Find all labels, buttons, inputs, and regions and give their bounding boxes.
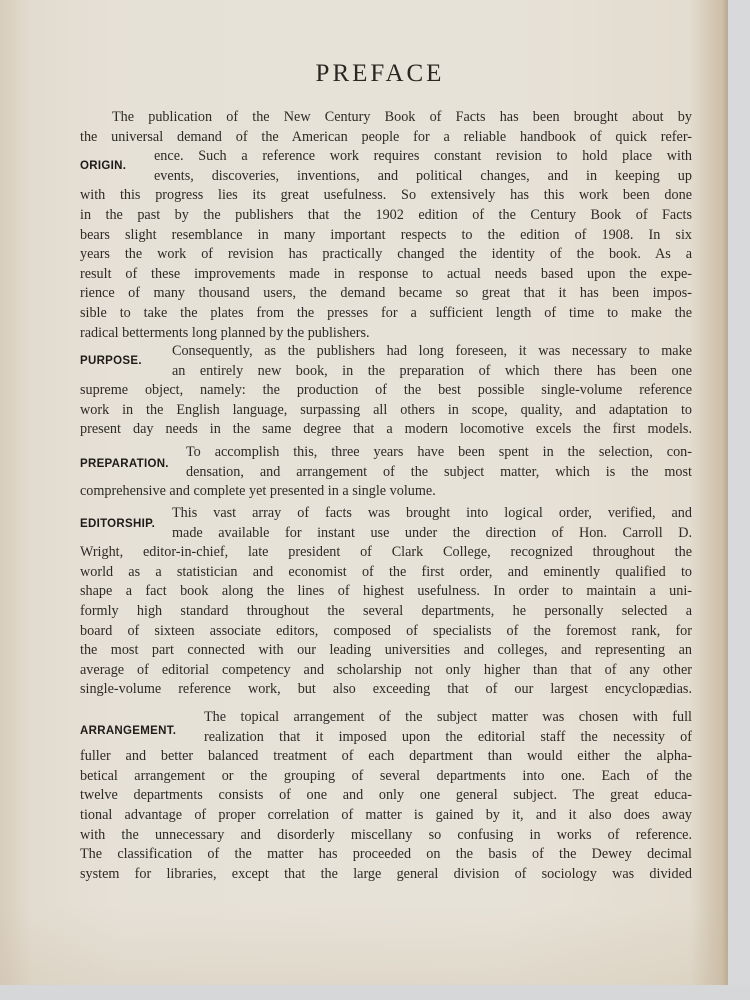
text-line: an entirely new book, in the preparation of which there has been one xyxy=(172,362,692,379)
text-line: the most part connected with our leading universities and colleges, and representing an xyxy=(80,642,692,659)
text-line: sible to take the plates from the presses for a sufficient length of time to make the xyxy=(80,304,692,321)
text-line: years the work of revision has practically changed the identity of the book. As a xyxy=(80,246,692,263)
section-preparation xyxy=(80,443,692,502)
sidehead-editorship: EDITORSHIP. xyxy=(80,518,156,530)
text-line: shape a fact book along the lines of highest usefulness. In order to maintain a uni- xyxy=(80,583,692,600)
text-line: ence. Such a reference work requires constant revision to hold place with xyxy=(154,148,692,165)
text-line: supreme object, namely: the production of the best possible single-volume reference xyxy=(80,382,692,399)
text-line: The publication of the New Century Book of Facts has been brought about by xyxy=(112,109,692,125)
text-line: This vast array of facts was brought into logical order, verified, and xyxy=(172,505,692,521)
text-line: single-volume reference work, but also exceeding that of our largest encyclopædias. xyxy=(80,681,692,698)
text-line: with the unnecessary and disorderly miscellany so confusing in works of reference. xyxy=(80,826,692,843)
text-line: with this progress lies its great usefulness. So extensively has this work been done xyxy=(80,187,692,204)
text-line: bears slight resemblance in many important respects to the edition of 1908. In six xyxy=(80,226,692,243)
text-line: densation, and arrangement of the subject matter, which is the most xyxy=(186,463,692,480)
text-line: formly high standard throughout the several departments, he personally selected a xyxy=(80,602,692,619)
text-line: comprehensive and complete yet presented in a single volume. xyxy=(80,483,436,500)
page-title: PREFACE xyxy=(315,60,445,87)
text-line: Wright, editor-in-chief, late president of Clark College, recognized throughout the xyxy=(80,544,692,561)
text-line: betical arrangement or the grouping of several departments into one. Each of the xyxy=(80,767,692,784)
text-line: present day needs in the same degree that a modern locomotive excels the first models. xyxy=(80,421,692,438)
text-line: fuller and better balanced treatment of each department than would either the alpha- xyxy=(80,748,692,765)
text-line: radical betterments long planned by the publishers. xyxy=(80,324,370,341)
background-surface-bottom xyxy=(0,985,750,1000)
text-line: rience of many thousand users, the demand became so great that it has been impos- xyxy=(80,285,692,302)
text-line: The classification of the matter has proceeded on the basis of the Dewey decimal xyxy=(80,846,692,863)
background-surface-right xyxy=(728,0,750,1000)
text-line: work in the English language, surpassing all others in scope, quality, and adaptation to xyxy=(80,401,692,418)
section-editorship xyxy=(80,504,692,700)
text-line: The topical arrangement of the subject matter was chosen with full xyxy=(204,709,692,725)
sidehead-origin: ORIGIN. xyxy=(80,160,127,172)
text-line: Consequently, as the publishers had long foreseen, it was necessary to make xyxy=(172,343,692,359)
text-line: made available for instant use under the direction of Hon. Carroll D. xyxy=(172,524,692,541)
text-line: realization that it imposed upon the editorial staff the necessity of xyxy=(204,728,692,745)
text-line: average of editorial competency and scholarship not only higher than that of any other xyxy=(80,661,692,678)
text-line: system for libraries, except that the large general division of sociology was divided xyxy=(80,865,692,882)
section-arrangement xyxy=(80,708,692,884)
sidehead-purpose: PURPOSE. xyxy=(80,355,142,367)
text-line: To accomplish this, three years have been spent in the selection, con- xyxy=(186,444,692,460)
section-origin xyxy=(80,108,692,343)
text-line: events, discoveries, inventions, and political changes, and in keeping up xyxy=(154,167,692,184)
sidehead-preparation: PREPARATION. xyxy=(80,458,169,470)
text-line: the universal demand of the American people for a reliable handbook of quick refer- xyxy=(80,128,692,145)
text-line: result of these improvements made in response to actual needs based upon the expe- xyxy=(80,265,692,282)
text-line: world as a statistician and economist of the first order, and eminently qualified to xyxy=(80,563,692,580)
text-line: in the past by the publishers that the 1902 edition of the Century Book of Facts xyxy=(80,206,692,223)
text-line: tional advantage of proper correlation of matter is gained by it, and it also does away xyxy=(80,806,692,823)
sidehead-arrangement: ARRANGEMENT. xyxy=(80,725,177,737)
text-line: twelve departments consists of one and only one general subject. The great educa- xyxy=(80,787,692,804)
section-purpose xyxy=(80,342,692,440)
text-line: board of sixteen associate editors, composed of specialists of the foremost rank, for xyxy=(80,622,692,639)
